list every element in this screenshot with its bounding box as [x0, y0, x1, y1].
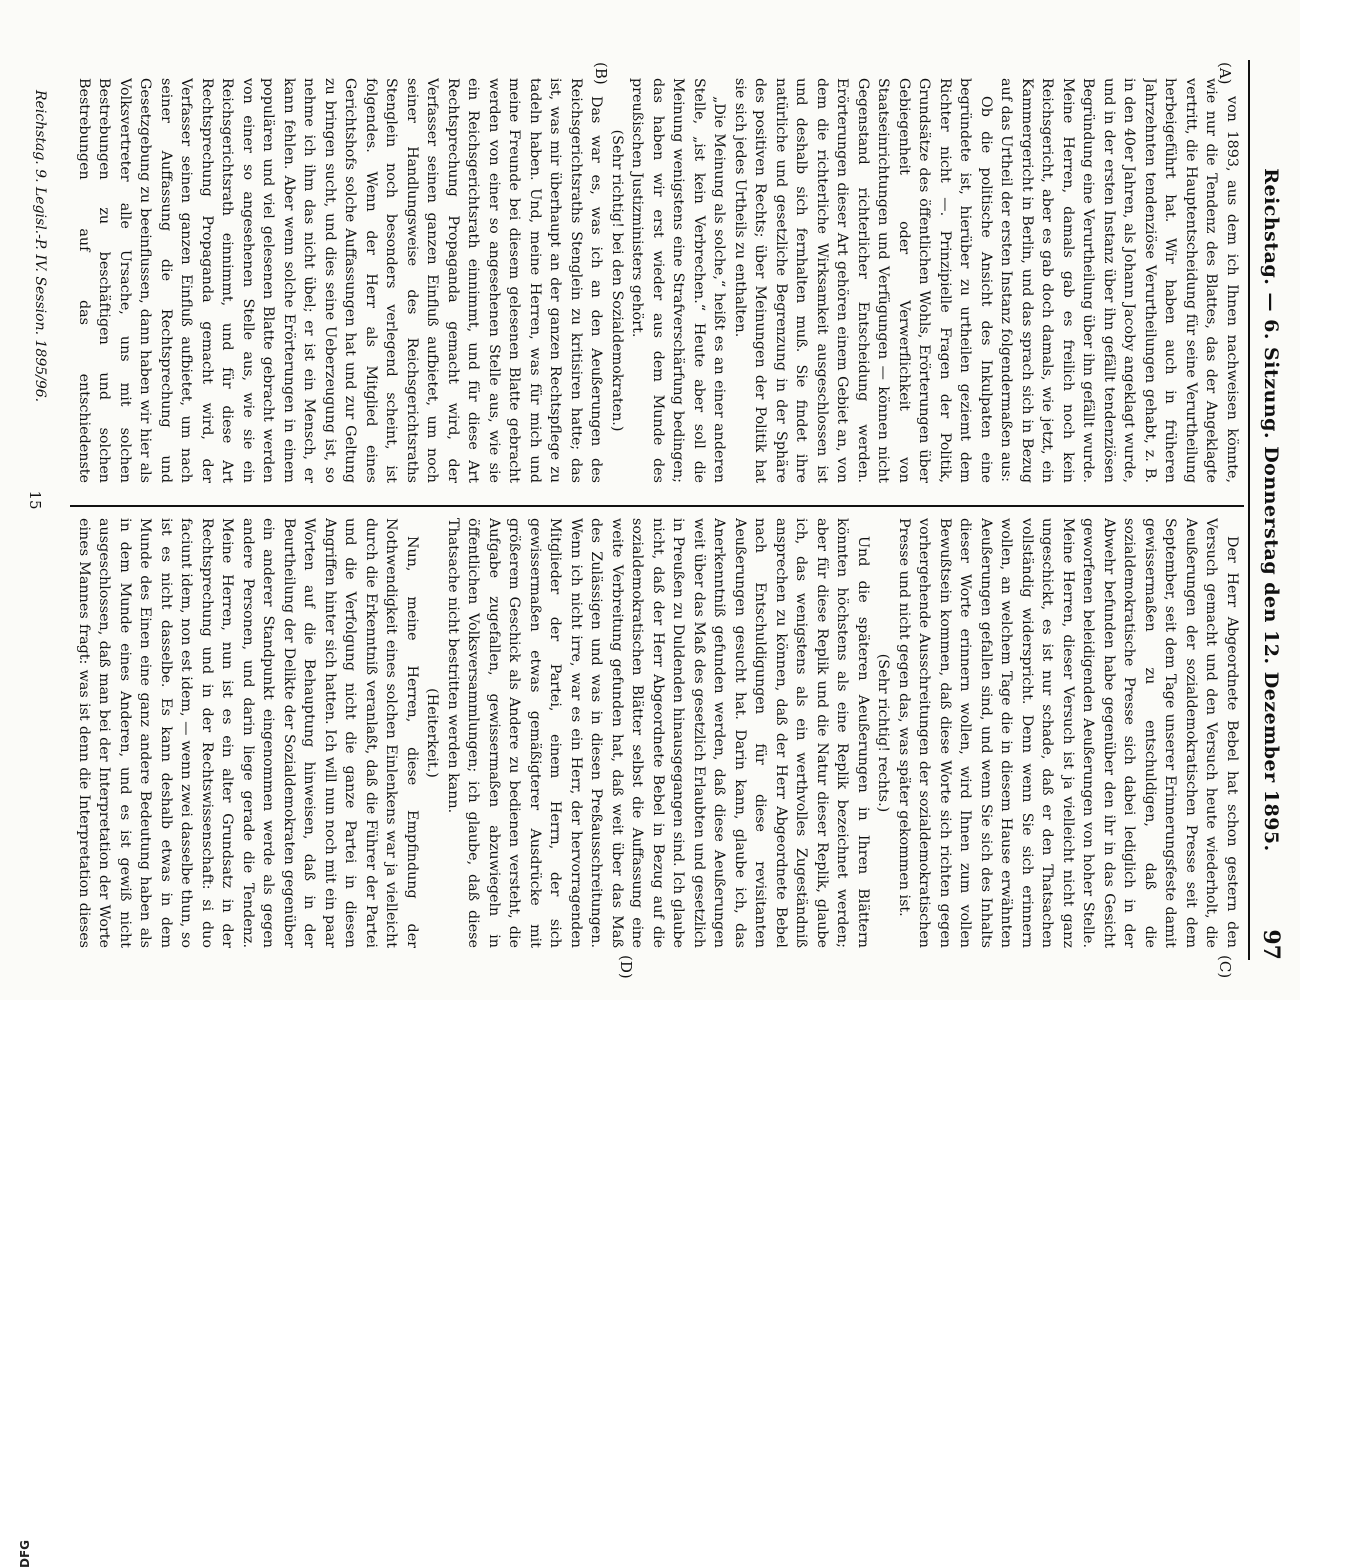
- header-title: Reichstag. — 6. Sitzung. Donnerstag den 12. Dezember 1895.: [1260, 168, 1282, 852]
- dfg-logo: DFG: [2, 968, 19, 994]
- column-divider: [70, 505, 1244, 507]
- paragraph: von 1893, aus dem ich Ihnen nachweisen könnte, wie nur die Tendenz des Blattes, das der Angeklagte vertritt, die Hauptentscheidung für seine Verurtheilung herbeigeführt hat. Wir haben auch in früheren Jahrzehnten tendenziöse Verurtheilungen gehabt, z. B. in den 40er Jahren, als Johann Jacoby angeklagt wurde, und in der ersten Instanz über ihn gefällt tendenziösen Begründung eine Verurtheilung über ihn gefällt wurde. Meine Herren, damals gab es freilich noch kein Reichsgericht, aber es gab doch damals, wie jetzt, ein Kammergericht in Berlin, und das sprach sich in Bezug auf das Urtheil der ersten Instanz folgendermaßen aus:: [998, 78, 1240, 483]
- margin-letter-c: (C): [1216, 955, 1234, 979]
- header-rule: [1248, 60, 1250, 960]
- quotation: Ob die politische Ansicht des Inkulpaten eine begründete ist, hierüber zu urtheilen geziemt dem Richter nicht —. Prinzipielle Fragen der Politik, Grundsätze des öffentlichen Wohls, Erörterungen über Gebiegenheit oder Verwerflichkeit von Staatseinrichtungen und Verfügungen — können nicht Gegenstand richterlicher Entscheidung werden. Erörterungen dieser Art gehören einem Gebiet an, von dem die richterliche Wirksamkeit ausgeschlossen ist und deshalb sich fernhalten muß. Sie findet ihre natürliche und gesetzliche Begrenzung in der Sphäre des positiven Rechts; über Meinungen der Politik hat sie sich jedes Urtheils zu enthalten.: [732, 78, 994, 483]
- interjection: (Sehr richtig! bei den Sozialdemokraten.): [609, 129, 625, 432]
- footer-page-number: 15: [26, 490, 44, 510]
- interjection: (Sehr richtig! rechts.): [875, 653, 892, 813]
- paragraph: Das war es, was ich an den Aeußerungen des Reichsgerichtsraths Stenglein zu kritisiren hatte; das ist, was mir überhaupt an der ganzen Rechtspflege zu tadeln haben. Und, meine Herren, was für mich und meine Freunde bei diesem gelesenen Blatte gebracht werden von einer so angesehenen Stelle aus, wie sie ein Reichsgerichtsrath einnimmt, und für diese Art Rechtsprechung Propaganda gemacht wird, der Verfasser seinen ganzen Einfluß aufbietet, um noch seiner Handlungsweise des Reichsgerichtsraths Stenglein noch besonders verlegend scheint, ist folgendes. Wenn der Herr als Mitglied eines Gerichtshofs solche Auffassungen hat und zur Geltung zu bringen sucht, und dies seine Ueberzeugung ist, so nehme ich ihm das nicht übel; er ist ein Mensch, er kann fehlen. Aber wenn solche Erörterungen in einem populären und viel gelesenen Blatte gebracht werden von einer so angesehenen Stelle aus, wie sie ein Reichsgerichtsrath einnimmt, und für diese Art Rechtsprechung Propaganda gemacht wird, der Verfasser seinen ganzen Einfluß aufbietet, um nach seiner Auffassung die Rechtsprechung und Gesetzgebung zu beeinflussen, dann haben wir hier als Volksvertreter alle Ursache, uns mit solchen Bestrebungen zu beschäftigen und solchen Bestrebungen auf das entschiedenste: [76, 78, 605, 483]
- footer-session-info: Reichstag. 9. Legisl.-P. IV. Session. 1895/96.: [32, 90, 48, 403]
- paragraph: Der Herr Abgeordnete Bebel hat schon gestern den Versuch gemacht und den Versuch heute wiederholt, die Aeußerungen der sozialdemokratischen Presse seit dem September, seit dem Tage unserer Erinnerungsfeste damit gewissermaßen zu entschuldigen, daß die sozialdemokratische Presse sich dabei lediglich in der Abwehr befunden habe gegenüber den ihr in das Gesicht geworfenen beleidigenden Aeußerungen von hoher Stelle. Meine Herren, dieser Versuch ist ja vielleicht nicht ganz ungeschickt, es ist nur schade, daß er den Thatsachen vollständig widerspricht. Denn wenn Sie sich erinnern wollen, an welchem Tage die in diesem Hause erwähnten Aeußerungen gefallen sind, und wenn Sie sich des Inhalts dieser Worte erinnern wollen, wird Ihnen zum vollen Bewußtsein kommen, daß diese Worte sich richten gegen vorhergehende Ausschreitungen der sozialdemokratischen Presse und nicht gegen das, was später gekommen ist.: [896, 518, 1240, 948]
- paragraph: Nun, meine Herren, diese Empfindung der Nothwendigkeit eines solchen Einlenkens war ja vielleicht durch die Erkenntniß veranlaßt, daß die Führer der Partei und die Verfolgung nicht die ganze Partei in diesen Angriffen hinter sich hatten. Ich will nun noch mit ein paar Worten auf die Behauptung hinweisen, daß in der Beurtheilung der Delikte der Sozialdemokraten gegenüber ein anderer Standpunkt eingenommen werde als gegen andere Personen, und darin liege gerade die Tendenz. Meine Herren, nun ist es ein alter Grundsatz in der Rechtsprechung und in der Rechtswissenschaft: si duo faciunt idem, non est idem, — wenn zwei dasselbe thun, so ist es nicht dasselbe. Es kann deshalb etwas in dem Munde des Einen eine ganz andere Bedeutung haben als in dem Munde eines Anderen, und es ist gewiß nicht ausgeschlossen, daß man bei der Interpretation der Worte eines Mannes fragt: was ist denn die Interpretation dieses: [76, 518, 420, 948]
- page-header: [1254, 60, 1288, 960]
- left-column: [70, 78, 1242, 483]
- margin-letter-d: (D): [617, 955, 635, 979]
- paragraph: „Die Meinung als solche,“ heißt es an einer anderen Stelle, „ist kein Verbrechen.“ Heute aber soll die Meinung wenigstens eine Strafverschärfung bedingen; das haben wir erst wieder aus dem Munde des preußischen Justizministers gehört.: [629, 78, 728, 483]
- interjection: (Heiterkeit.): [424, 688, 441, 778]
- margin-letter-a: (A): [1216, 62, 1234, 85]
- margin-letter-b: (B): [592, 62, 610, 85]
- paragraph: Und die späteren Aeußerungen in Ihren Blättern könnten höchstens als eine Replik bezeichnet werden; aber für diese Replik und die Natur dieser Replik, glaube ich, das wenigstens als ein werthvolles Zugeständniß ansprechen zu können, daß der Herr Abgeordnete Bebel nach Entschuldigungen für diese revisitanten Aeußerungen gesucht hat. Darin kann, glaube ich, das Anerkenntniß gefunden werden, daß diese Aeußerungen weit über das Maß des gesetzlich Erlaubten und gesetzlich in Preußen zu Duldenden hinausgegangen sind. Ich glaube nicht, daß der Herr Abgeordnete Bebel in Bezug auf die sozialdemokratischen Blätter selbst die Auffassung eine weite Verbreitung gefunden hat, daß weit über das Maß des Zulässigen und was in diesen Preßausschreitungen. Wenn ich nicht irre, war es ein Herr, der hervorragenden Mitglieder der Partei, einem Herrn, der sich gewissermaßen etwas gemäßigterer Ausdrücke mit größerem Geschick als Andere zu bedienen versteht, die Aufgabe zugefallen, gewissermaßen abzuwiegeln in öffentlichen Volksversammlungen; ich glaube, daß diese Thatsache nicht bestritten werden kann.: [445, 518, 871, 948]
- header-page-number: 97: [1258, 929, 1284, 960]
- right-column: [70, 518, 1242, 948]
